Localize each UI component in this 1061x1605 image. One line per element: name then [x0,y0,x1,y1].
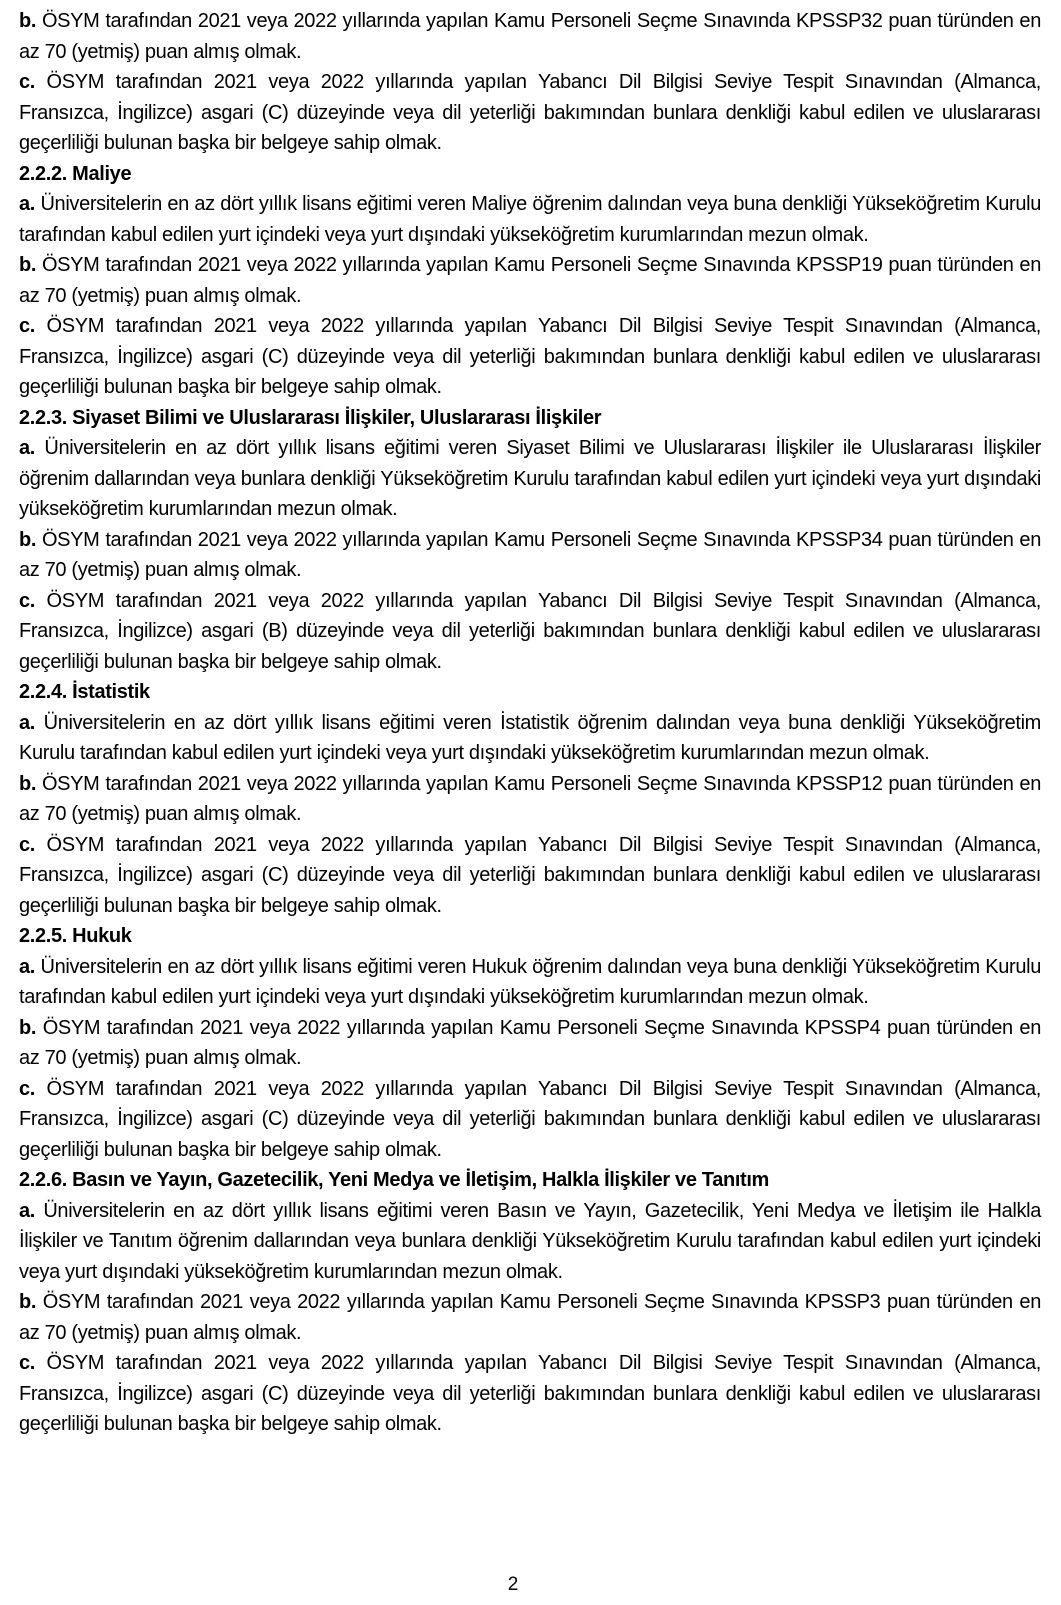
clause-text: ÖSYM tarafından 2021 veya 2022 yıllarında yapılan Yabancı Dil Bilgisi Seviye Tespit Sınavından (Almanca, Fransızca, İngilizce) asgari (C) düzeyinde veya dil yeterliği bakımından bunlara denkliği kabul edilen ve uluslararası geçerliliği bulunan başka bir belgeye sahip olmak. [19,315,1041,398]
clause-text: Üniversitelerin en az dört yıllık lisans eğitimi veren Hukuk öğrenim dalından veya buna denkliği Yükseköğretim Kurulu tarafından kabul edilen yurt içindeki veya yurt dışındaki yükseköğretim kurumlarından mezun olmak. [19,955,1041,1008]
clause-label: b. [19,1291,37,1313]
page-number: 2 [507,1574,519,1595]
clause-label: a. [19,437,35,459]
document-body [19,6,1041,1440]
clause-paragraph [19,6,1041,67]
clause-paragraph [19,250,1041,311]
clause-label: c. [19,833,35,856]
clause-paragraph [19,1348,1041,1440]
clause-text: Üniversitelerin en az dört yıllık lisans eğitimi veren Maliye öğrenim dalından veya buna denkliği Yükseköğretim Kurulu tarafından kabul edilen yurt içindeki veya yurt dışındaki yükseköğretim kurumlarından mezun olmak. [19,193,1041,246]
clause-label: c. [19,589,35,612]
section-heading [19,921,1041,952]
clause-label: c. [19,315,35,337]
section-number: 2.2.6. [19,1169,67,1191]
clause-text: ÖSYM tarafından 2021 veya 2022 yıllarında yapılan Kamu Personeli Seçme Sınavında KPSSP34 puan türünden en az 70 (yetmiş) puan almış olmak. [19,528,1041,581]
clause-paragraph [19,311,1041,403]
clause-paragraph [19,1074,1041,1166]
clause-paragraph [19,586,1041,678]
section-title: İstatistik [72,681,150,703]
clause-text: ÖSYM tarafından 2021 veya 2022 yıllarında yapılan Yabancı Dil Bilgisi Seviye Tespit Sınavından (Almanca, Fransızca, İngilizce) asgari (C) düzeyinde veya dil yeterliği bakımından bunlara denkliği kabul edilen ve uluslararası geçerliliği bulunan başka bir belgeye sahip olmak. [19,1352,1041,1435]
clause-label: b. [19,10,37,32]
section-heading [19,677,1041,708]
clause-text: ÖSYM tarafından 2021 veya 2022 yıllarında yapılan Yabancı Dil Bilgisi Seviye Tespit Sınavından (Almanca, Fransızca, İngilizce) asgari (C) düzeyinde veya dil yeterliği bakımından bunlara denkliği kabul edilen ve uluslararası geçerliliği bulunan başka bir belgeye sahip olmak. [19,833,1041,917]
clause-label: b. [19,254,37,276]
clause-text: ÖSYM tarafından 2021 veya 2022 yıllarında yapılan Yabancı Dil Bilgisi Seviye Tespit Sınavından (Almanca, Fransızca, İngilizce) asgari (C) düzeyinde veya dil yeterliği bakımından bunlara denkliği kabul edilen ve uluslararası geçerliliği bulunan başka bir belgeye sahip olmak. [19,1077,1041,1161]
clause-paragraph [19,1196,1041,1288]
clause-label: b. [19,528,37,551]
clause-paragraph [19,1013,1041,1074]
section-title: Maliye [72,162,132,185]
section-title: Basın ve Yayın, Gazetecilik, Yeni Medya ve İletişim, Halkla İlişkiler ve Tanıtım [72,1169,769,1191]
clause-text: ÖSYM tarafından 2021 veya 2022 yıllarında yapılan Yabancı Dil Bilgisi Seviye Tespit Sınavından (Almanca, Fransızca, İngilizce) asgari (C) düzeyinde veya dil yeterliği bakımından bunlara denkliği kabul edilen ve uluslararası geçerliliği bulunan başka bir belgeye sahip olmak. [19,71,1041,154]
clause-label: a. [19,1199,35,1222]
clause-label: a. [19,711,35,734]
clause-paragraph [19,708,1041,769]
clause-paragraph [19,769,1041,830]
clause-text: Üniversitelerin en az dört yıllık lisans eğitimi veren İstatistik öğrenim dalından veya buna denkliği Yükseköğretim Kurulu tarafından kabul edilen yurt içindeki veya yurt dışındaki yükseköğretim kurumlarından mezun olmak. [19,711,1041,764]
section-heading [19,403,1041,434]
clause-label: c. [19,1077,35,1100]
clause-text: Üniversitelerin en az dört yıllık lisans eğitimi veren Basın ve Yayın, Gazetecilik, Yeni Medya ve İletişim ile Halkla İlişkiler ve Tanıtım öğrenim dallarından veya bunlara denkliği Yükseköğretim Kurulu tarafından kabul edilen yurt içindeki veya yurt dışındaki yükseköğretim kurumlarından mezun olmak. [19,1199,1042,1283]
clause-label: c. [19,71,35,93]
clause-text: ÖSYM tarafından 2021 veya 2022 yıllarında yapılan Kamu Personeli Seçme Sınavında KPSSP32 puan türünden en az 70 (yetmiş) puan almış olmak. [19,10,1041,63]
section-heading [19,159,1041,190]
clause-paragraph [19,952,1041,1013]
clause-label: b. [19,1016,37,1039]
section-number: 2.2.2. [19,162,67,185]
clause-label: a. [19,193,35,215]
section-title: Siyaset Bilimi ve Uluslararası İlişkiler, Uluslararası İlişkiler [72,406,602,429]
clause-text: Üniversitelerin en az dört yıllık lisans eğitimi veren Siyaset Bilimi ve Uluslararası İlişkiler ile Uluslararası İlişkiler öğrenim dallarından veya bunlara denkliği Yükseköğretim Kurulu tarafından kabul edilen yurt içindeki veya yurt dışındaki yükseköğretim kurumlarından mezun olmak. [19,437,1041,520]
clause-paragraph [19,1287,1041,1348]
section-title: Hukuk [72,925,132,947]
clause-label: b. [19,772,37,795]
clause-label: a. [19,955,35,978]
clause-paragraph [19,433,1041,525]
section-heading [19,1165,1041,1196]
clause-text: ÖSYM tarafından 2021 veya 2022 yıllarında yapılan Kamu Personeli Seçme Sınavında KPSSP12 puan türünden en az 70 (yetmiş) puan almış olmak. [19,772,1041,825]
section-number: 2.2.3. [19,406,67,429]
clause-paragraph [19,189,1041,250]
clause-paragraph [19,830,1041,922]
clause-text: ÖSYM tarafından 2021 veya 2022 yıllarında yapılan Yabancı Dil Bilgisi Seviye Tespit Sınavından (Almanca, Fransızca, İngilizce) asgari (B) düzeyinde veya dil yeterliği bakımından bunlara denkliği kabul edilen ve uluslararası geçerliliği bulunan başka bir belgeye sahip olmak. [19,589,1041,673]
section-number: 2.2.5. [19,925,67,947]
clause-label: c. [19,1352,35,1374]
clause-text: ÖSYM tarafından 2021 veya 2022 yıllarında yapılan Kamu Personeli Seçme Sınavında KPSSP4 puan türünden en az 70 (yetmiş) puan almış olmak. [19,1016,1041,1069]
clause-paragraph [19,525,1041,586]
clause-text: ÖSYM tarafından 2021 veya 2022 yıllarında yapılan Kamu Personeli Seçme Sınavında KPSSP19 puan türünden en az 70 (yetmiş) puan almış olmak. [19,254,1041,307]
clause-paragraph [19,67,1041,159]
clause-text: ÖSYM tarafından 2021 veya 2022 yıllarında yapılan Kamu Personeli Seçme Sınavında KPSSP3 puan türünden en az 70 (yetmiş) puan almış olmak. [19,1291,1041,1344]
section-number: 2.2.4. [19,681,67,703]
